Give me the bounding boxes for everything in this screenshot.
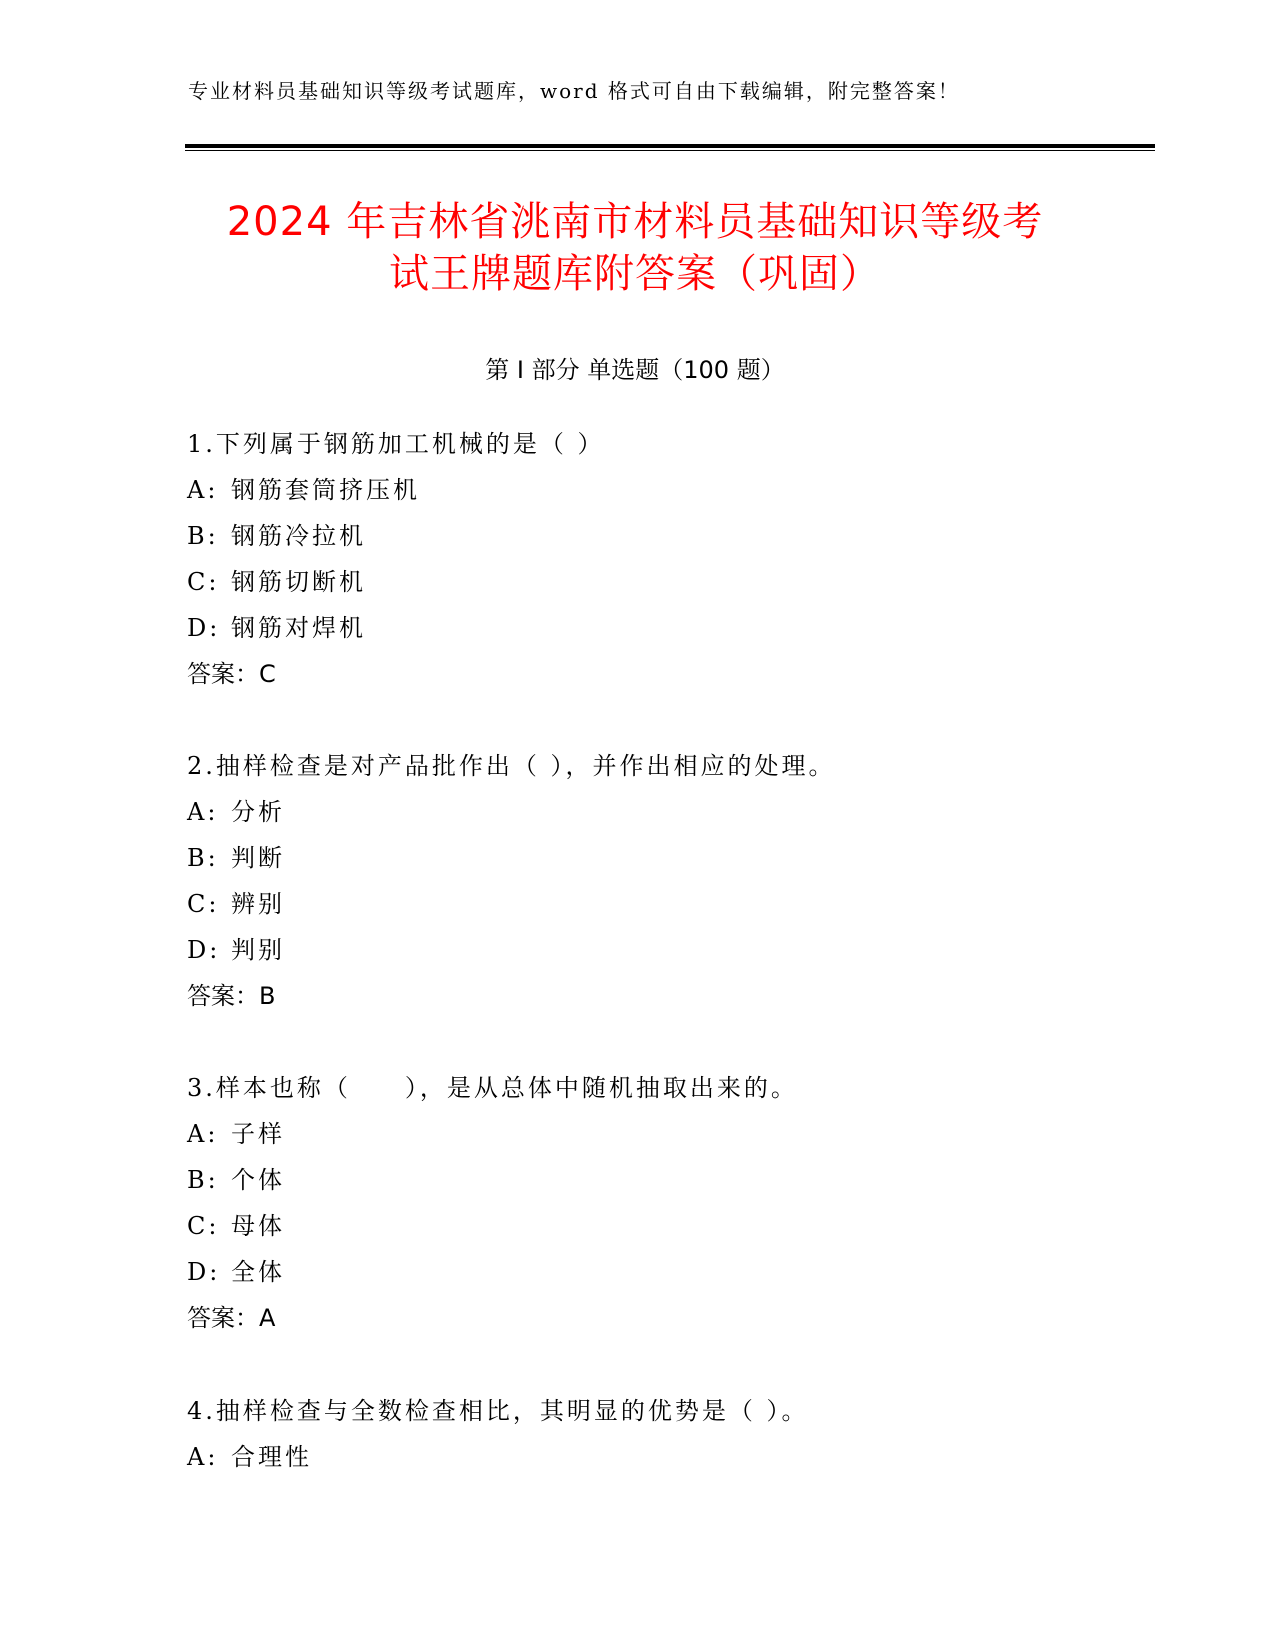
option-text: 个体 [231,1166,285,1194]
option-a [187,1434,1167,1480]
document-title [185,196,1085,300]
option-text: 子样 [231,1120,285,1148]
option-d [187,927,1167,973]
question-stem: 1.下列属于钢筋加工机械的是（ ） [187,430,605,458]
option-label: D: [187,936,221,964]
section-heading: 第 I 部分 单选题（100 题） [485,356,785,384]
option-b [187,1157,1167,1203]
header-rule-thin [185,150,1155,151]
option-c [187,1203,1167,1249]
option-label: A: [187,1443,219,1471]
option-a [187,789,1167,835]
option-a [187,467,1167,513]
option-label: C: [187,568,220,596]
option-a [187,1111,1167,1157]
option-label: C: [187,890,220,918]
option-label: A: [187,798,219,826]
header-rule-thick [185,144,1155,148]
option-label: D: [187,1258,221,1286]
question-stem: 3.样本也称（ ），是从总体中随机抽取出来的。 [187,1074,798,1102]
header-note: 专业材料员基础知识等级考试题库，word 格式可自由下载编辑，附完整答案！ [188,79,960,103]
option-label: A: [187,476,219,504]
option-d [187,1249,1167,1295]
question-1 [187,421,1167,697]
option-d [187,605,1167,651]
option-text: 合理性 [231,1443,312,1471]
option-label: A: [187,1120,219,1148]
option-label: B: [187,1166,219,1194]
option-c [187,881,1167,927]
option-text: 钢筋套筒挤压机 [231,476,420,504]
option-label: C: [187,1212,220,1240]
option-text: 钢筋对焊机 [231,614,366,642]
option-b [187,513,1167,559]
question-stem: 4.抽样检查与全数检查相比，其明显的优势是（ ）。 [187,1397,809,1425]
answer: 答案：A [187,1304,276,1332]
option-text: 钢筋冷拉机 [231,522,366,550]
option-text: 钢筋切断机 [231,568,366,596]
title-line-2: 试王牌题库附答案（巩固） [389,251,881,297]
question-4 [187,1388,1167,1480]
option-label: D: [187,614,221,642]
option-text: 母体 [231,1212,285,1240]
option-label: B: [187,522,219,550]
option-text: 全体 [231,1258,285,1286]
answer: 答案：B [187,982,276,1010]
option-text: 辨别 [231,890,285,918]
option-b [187,835,1167,881]
question-3 [187,1065,1167,1341]
title-line-1: 2024 年吉林省洮南市材料员基础知识等级考 [226,199,1044,245]
answer: 答案：C [187,660,276,688]
option-label: B: [187,844,219,872]
option-text: 判别 [231,936,285,964]
option-text: 判断 [231,844,285,872]
option-c [187,559,1167,605]
question-stem: 2.抽样检查是对产品批作出（ ），并作出相应的处理。 [187,752,836,780]
option-text: 分析 [231,798,285,826]
question-2 [187,743,1167,1019]
